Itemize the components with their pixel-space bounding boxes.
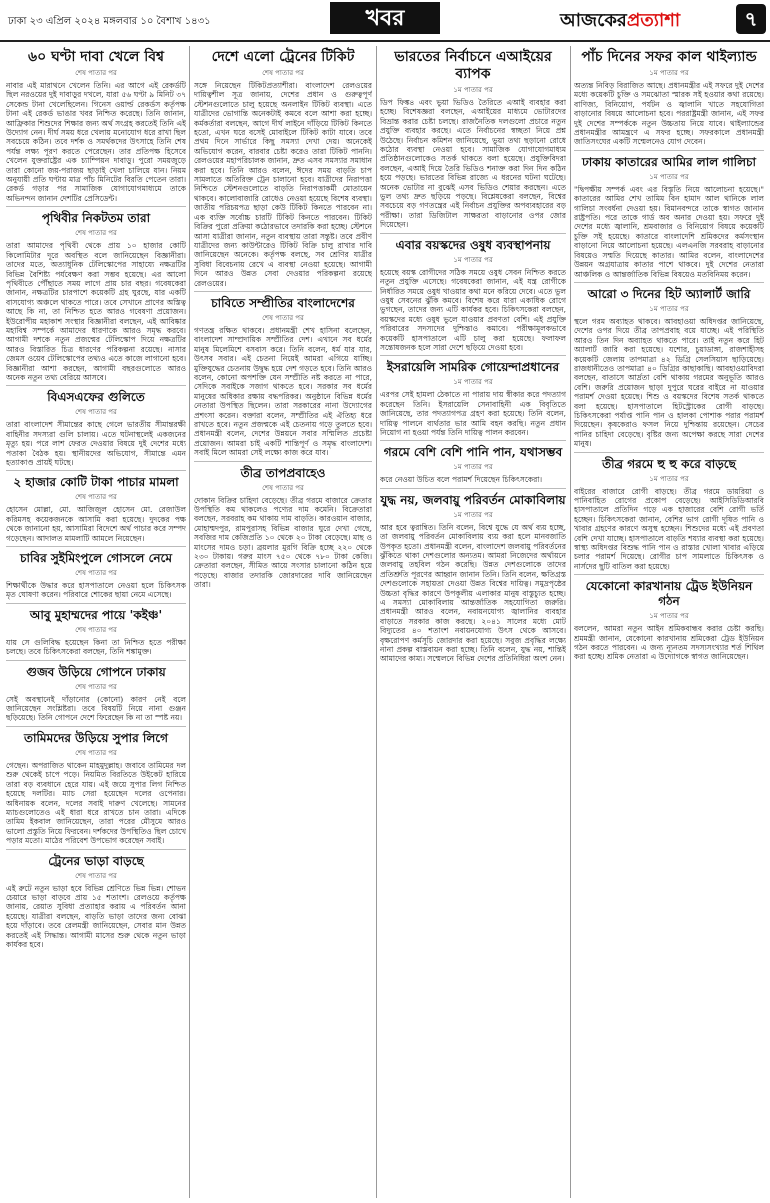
news-article bbox=[574, 457, 764, 576]
column-rule bbox=[189, 46, 190, 1198]
news-article bbox=[6, 551, 186, 604]
news-article bbox=[6, 211, 186, 386]
article-headline: যুদ্ধ নয়, জলবায়ু পরিবর্তন মোকাবিলায় bbox=[380, 492, 566, 507]
continuation-note: শেষ পাতার পর bbox=[75, 69, 117, 77]
article-headline: তীব্র গরমে হু হু করে বাড়ছে bbox=[602, 456, 736, 471]
news-article bbox=[6, 608, 186, 661]
article-headline: গুজব উড়িয়ে গোপনে ঢাকায় bbox=[26, 664, 166, 679]
news-article bbox=[6, 390, 186, 471]
article-body: সঙ্গে নিয়েছেন টিকিটপ্রত্যাশীরা। বাংলাদেশ রেলওয়ের দায়িত্বশীল সূত্র জানায়, দেশের প্রধান ও গুরুত্বপূর্ণ স্টেশনগুলোতে চালু হয়েছে অনলাইন টিকিট ব্যবস্থা। এতে যাত্রীদের ভোগান্তি অনেকটাই কমবে বলে আশা করা হচ্ছে। কর্মকর্তারা বলছেন, আগে দীর্ঘ লাইনে দাঁড়িয়ে টিকিট কিনতে হতো, এখন ঘরে বসেই মোবাইলে টিকিট কাটা যাবে। তবে প্রথম দিনে সার্ভারে কিছু সমস্যা দেখা দেয়। অনেকেই অভিযোগ করেন, বারবার চেষ্টা করেও তারা টিকিট পাননি। রেলওয়ের মহাপরিচালক জানান, দ্রুত এসব সমস্যার সমাধান করা হবে। তিনি আরও বলেন, ঈদের সময় বাড়তি চাপ সামলাতে অতিরিক্ত ট্রেন চালানো হবে। যাত্রীদের নিরাপত্তা নিশ্চিতে স্টেশনগুলোতে বাড়তি নিরাপত্তাকর্মী মোতায়েন থাকবে। কালোবাজারি রোধেও নেওয়া হয়েছে বিশেষ ব্যবস্থা। জাতীয় পরিচয়পত্র ছাড়া কেউ টিকিট কিনতে পারবেন না। এক ব্যক্তি সর্বোচ্চ চারটি টিকিট কিনতে পারবেন। টিকিট বিক্রির পুরো প্রক্রিয়া কঠোরভাবে তদারকি করা হচ্ছে। স্টেশনে আসা যাত্রীরা জানান, নতুন ব্যবস্থায় তারা সন্তুষ্ট। তবে প্রবীণ যাত্রীদের জন্য কাউন্টারেও টিকিট বিক্রি চালু রাখার দাবি জানিয়েছেন অনেকে। কর্তৃপক্ষ বলছে, সব শ্রেণির যাত্রীর সুবিধা বিবেচনায় রেখে এ ব্যবস্থা নেওয়া হয়েছে। আগামী দিনে আরও উন্নত সেবা দেওয়ার পরিকল্পনা রয়েছে রেলওয়ের। bbox=[194, 81, 372, 288]
article-body: ডিপ ফিঙ্ক৪ এবং ভুয়া ভিডিও তৈরিতে এআই ব্যবহার করা হচ্ছে। বিশেষজ্ঞরা বলছেন, এআইয়ের মাধ্যমে ভোটারদের বিভ্রান্ত করার চেষ্টা চলছে। রাজনৈতিক দলগুলো প্রচারে নতুন প্রযুক্তি ব্যবহার করছে। এতে নির্বাচনের স্বচ্ছতা নিয়ে প্রশ্ন উঠেছে। নির্বাচন কমিশন জানিয়েছে, ভুয়া তথ্য ছড়ানো রোধে কঠোর ব্যবস্থা নেওয়া হবে। সামাজিক যোগাযোগমাধ্যম প্রতিষ্ঠানগুলোকেও সতর্ক থাকতে বলা হয়েছে। প্রযুক্তিবিদরা বলছেন, এআই দিয়ে তৈরি ভিডিও শনাক্ত করা দিন দিন কঠিন হয়ে পড়ছে। ভারতের বিভিন্ন রাজ্যে এ ধরনের ঘটনা ঘটেছে। অনেক ভোটার না বুঝেই এসব ভিডিও শেয়ার করছেন। এতে ভুল তথ্য দ্রুত ছড়িয়ে পড়ছে। বিশ্লেষকেরা বলছেন, বিশ্বের সবচেয়ে বড় গণতন্ত্রের এই নির্বাচন প্রযুক্তির অপব্যবহারের বড় পরীক্ষা। তারা ডিজিটাল সাক্ষরতা বাড়ানোর ওপর জোর দিয়েছেন। bbox=[380, 98, 566, 230]
news-article bbox=[6, 854, 186, 953]
news-article bbox=[380, 493, 566, 667]
news-article bbox=[6, 49, 186, 207]
column-rule bbox=[376, 46, 377, 1198]
continuation-note: ১ম পাতার পর bbox=[649, 172, 689, 181]
news-article bbox=[574, 287, 764, 453]
article-body: শিক্ষার্থীকে উদ্ধার করে হাসপাতালে নেওয়া হলে চিকিৎসক মৃত ঘোষণা করেন। পরিবারে শোকের ছায়া নেমে এসেছে। bbox=[6, 581, 186, 600]
continuation-note: শেষ পাতার পর bbox=[75, 493, 117, 502]
continuation-note: ১ম পাতার পর bbox=[649, 69, 689, 77]
article-body: "দ্বিপক্ষীয় সম্পর্ক এবং এর বিস্তৃতি নিয়ে আলোচনা হয়েছে।" কাতারের আমির শেখ তামিম বিন হামাদ আল থানিকে লাল গালিচা সংবর্ধনা দেওয়া হয়। বিমানবন্দরে তাকে স্বাগত জানান রাষ্ট্রপতি। পরে তাকে গার্ড অব অনার দেওয়া হয়। সফরে দুই দেশের মধ্যে জ্বালানি, শ্রমবাজার ও বিনিয়োগ বিষয়ে কয়েকটি চুক্তি সই হয়েছে। কাতারে বাংলাদেশি শ্রমিকদের কর্মসংস্থান বাড়ানো নিয়ে আলোচনা হয়েছে। এলএনজি সরবরাহ বাড়ানোর বিষয়েও সম্মতি দিয়েছে কাতার। আমির বলেন, বাংলাদেশের উন্নয়ন অগ্রযাত্রায় কাতার পাশে থাকবে। দুই দেশের নেতারা আঞ্চলিক ও আন্তর্জাতিক বিভিন্ন বিষয়েও মতবিনিময় করেন। bbox=[574, 184, 764, 279]
column-2 bbox=[194, 46, 372, 1198]
article-headline: চাবিতে সম্প্রীতির বাংলাদেশের bbox=[211, 295, 355, 310]
article-headline: যেকোনো কারখানায় ট্রেড ইউনিয়ন গঠন bbox=[585, 579, 753, 609]
article-headline: ৬০ ঘণ্টা দাবা খেলে বিশ্ব bbox=[27, 49, 164, 65]
continuation-note: শেষ পাতার পর bbox=[75, 408, 117, 417]
masthead bbox=[0, 0, 770, 42]
continuation-note: শেষ পাতার পর bbox=[75, 569, 117, 578]
logo-word-black: আজকের bbox=[560, 10, 627, 31]
continuation-note: ১ম পাতার পর bbox=[649, 304, 689, 313]
news-article bbox=[574, 155, 764, 283]
article-body: হোসেন মোল্লা, মো. আজিজুল হোসেন মো. রেজাউল করিমসহ কয়েকজনকে আসামি করা হয়েছে। দুদকের পক্ষ থেকে জানানো হয়, আসামিরা বিদেশে অর্থ পাচার করে সম্পদ গড়েছেন। আদালত মামলাটি আমলে নিয়েছেন। bbox=[6, 505, 186, 543]
news-article bbox=[194, 296, 372, 462]
article-body: দোকান বিক্রির চাহিদা বেড়েছে। তীব্র গরমে বাজারে ক্রেতার উপস্থিতি কম থাকলেও পণ্যের দাম কমেনি। বিক্রেতারা বলছেন, সরবরাহ কম থাকায় দাম বাড়তি। কারওয়ান বাজার, মোহাম্মদপুর, রামপুরাসহ বিভিন্ন বাজার ঘুরে দেখা গেছে, সবজির দাম কেজিপ্রতি ১০ থেকে ২০ টাকা বেড়েছে। মাছ ও মাংসের দামও চড়া। ব্রয়লার মুরগি বিক্রি হচ্ছে ২২০ থেকে ২৩০ টাকায়। গরুর মাংস ৭৫০ থেকে ৭৮০ টাকা কেজি। ক্রেতারা বলছেন, সীমিত আয়ে সংসার চালানো কঠিন হয়ে পড়েছে। বাজার তদারকি জোরদারের দাবি জানিয়েছেন তারা। bbox=[194, 495, 372, 590]
continuation-note: শেষ পাতার পর bbox=[75, 871, 117, 880]
continuation-note: শেষ পাতার পর bbox=[262, 313, 304, 322]
continuation-note: শেষ পাতার পর bbox=[262, 483, 304, 492]
article-body: গেছেন। অপরাজিত থাকেন মাহমুদুল্লাহ। জবাবে তামিমের দল শুরু থেকেই চাপে পড়ে। নিয়মিত বিরতিতে উইকেট হারিয়ে তারা বড় ব্যবধানে হেরে যায়। এই জয়ে সুপার লিগ নিশ্চিত হয়েছে দলটির। ম্যাচ সেরা হয়েছেন দলের ওপেনার। অধিনায়ক বলেন, দলের সবাই দারুণ খেলেছে। সামনের ম্যাচগুলোতেও এই ধারা ধরে রাখতে চান তারা। এদিকে তামিম ইকবাল জানিয়েছেন, তারা পরের মৌসুমে আরও ভালো প্রস্তুতি নিয়ে ফিরবেন। দর্শকদের উপস্থিতিও ছিল চোখে পড়ার মতো। মাঠের পরিবেশ উপভোগ করেছেন সবাই। bbox=[6, 760, 186, 846]
continuation-note: শেষ পাতার পর bbox=[75, 748, 117, 757]
page-number: ৭ bbox=[736, 4, 766, 34]
news-article bbox=[574, 579, 764, 665]
continuation-note: ১ম পাতার পর bbox=[453, 86, 493, 94]
article-body: বললেন, আমরা নতুন আইন শ্রমিকবান্ধব করার চেষ্টা করছি। শ্রমমন্ত্রী জানান, যেকোনো কারখানায় শ্রমিকেরা ট্রেড ইউনিয়ন গঠন করতে পারবেন। এ জন্য ন্যূনতম সদস্যসংখ্যার শর্ত শিথিল করা হচ্ছে। শ্রমিক নেতারা এ উদ্যোগকে স্বাগত জানিয়েছেন। bbox=[574, 624, 764, 662]
news-article bbox=[380, 445, 566, 488]
news-article bbox=[380, 49, 566, 234]
news-article bbox=[6, 475, 186, 547]
article-body: হয়েছে বয়স্ক রোগীদের সঠিক সময়ে ওষুধ সেবন নিশ্চিত করতে নতুন প্রযুক্তি এসেছে। গবেষকেরা জানান, এই যন্ত্র রোগীকে নির্ধারিত সময়ে ওষুধ খাওয়ার কথা মনে করিয়ে দেবে। এতে ভুল ওষুধ সেবনের ঝুঁকি কমবে। বিশেষ করে যারা একাধিক রোগে ভুগছেন, তাদের জন্য এটি কার্যকর হবে। চিকিৎসকেরা বলছেন, বয়স্কদের মধ্যে ওষুধ ভুলে যাওয়ার প্রবণতা বেশি। এই প্রযুক্তি পরিবারের সদস্যদের দুশ্চিন্তাও কমাবে। পরীক্ষামূলকভাবে কয়েকটি হাসপাতালে এটি চালু করা হয়েছে। ফলাফল সন্তোষজনক হলে সারা দেশে ছড়িয়ে দেওয়া হবে। bbox=[380, 267, 566, 352]
edition-date: ঢাকা ২৩ এপ্রিল ২০২৪ মঙ্গলবার ১০ বৈশাখ ১৪৩১ bbox=[8, 16, 211, 27]
article-body: গণতন্ত্র রক্ষিত থাকবে। প্রধানমন্ত্রী শেখ হাসিনা বলেছেন, বাংলাদেশ সাম্প্রদায়িক সম্প্রীতির দেশ। এখানে সব ধর্মের মানুষ মিলেমিশে বসবাস করে। তিনি বলেন, ধর্ম যার যার, উৎসব সবার। এই চেতনা নিয়েই আমরা এগিয়ে যাচ্ছি। মুক্তিযুদ্ধের চেতনায় উদ্বুদ্ধ হয়ে দেশ গড়তে হবে। তিনি আরও বলেন, কোনো অপশক্তি যেন সম্প্রীতি নষ্ট করতে না পারে, সেদিকে সবাইকে সজাগ থাকতে হবে। সরকার সব ধর্মের মানুষের অধিকার রক্ষায় বদ্ধপরিকর। অনুষ্ঠানে বিভিন্ন ধর্মের নেতারা উপস্থিত ছিলেন। তারা সরকারের নানা উদ্যোগের প্রশংসা করেন। বক্তারা বলেন, সম্প্রীতির এই ঐতিহ্য ধরে রাখতে হবে। নতুন প্রজন্মকে এই চেতনায় গড়ে তুলতে হবে। প্রধানমন্ত্রী বলেন, দেশের উন্নয়নে সবার সম্মিলিত প্রচেষ্টা প্রয়োজন। আমরা চাই একটি শান্তিপূর্ণ ও সমৃদ্ধ বাংলাদেশ। সবাই মিলে আমরা সেই লক্ষ্যে কাজ করে যাব। bbox=[194, 325, 372, 458]
article-headline: তামিমদের উড়িয়ে সুপার লিগে bbox=[24, 730, 168, 745]
continuation-note: শেষ পাতার পর bbox=[75, 625, 117, 634]
article-body: যায় সে গুলিবিদ্ধ হয়েছেন কিনা তা নিশ্চিত হতে পরীক্ষা চলছে। তবে চিকিৎসকেরা বলছেন, তিনি শঙ্কামুক্ত। bbox=[6, 637, 186, 657]
article-headline: ট্রেনের ভাড়া বাড়ছে bbox=[48, 853, 144, 868]
article-body: এরপর সেই হামলা ঠেকাতে না পারায় দায় স্বীকার করে পদত্যাগ করেছেন তিনি। ইসরায়েলি সেনাবাহিনী এক বিবৃতিতে জানিয়েছে, তার পদত্যাগপত্র গ্রহণ করা হয়েছে। তিনি বলেন, দায়িত্ব পালনে ব্যর্থতার ভার আমি বহন করছি। নতুন প্রধান নিয়োগ না হওয়া পর্যন্ত তিনি দায়িত্ব পালন করবেন। bbox=[380, 390, 566, 437]
article-headline: বিএসএফের গুলিতে bbox=[47, 390, 145, 405]
article-body: বাইরের বাজারে রোগী বাড়ছে। তীব্র গরমে ডায়রিয়া ও পানিবাহিত রোগের প্রকোপ বেড়েছে। আইসিডিডিআরবি হাসপাতালে প্রতিদিন গড়ে এক হাজারের বেশি রোগী ভর্তি হচ্ছেন। চিকিৎসকেরা জানান, বেশির ভাগ রোগী দূষিত পানি ও খাবার গ্রহণের কারণে অসুস্থ হচ্ছেন। শিশুদের মধ্যে এই প্রবণতা বেশি দেখা যাচ্ছে। হাসপাতালে বাড়তি শয্যার ব্যবস্থা করা হয়েছে। স্বাস্থ্য অধিদপ্তর বিশুদ্ধ পানি পান ও রাস্তার খোলা খাবার এড়িয়ে চলার পরামর্শ দিয়েছে। রোগীর চাপ সামলাতে চিকিৎসক ও নার্সদের ছুটি বাতিল করা হয়েছে। bbox=[574, 486, 764, 571]
article-body: সেই অবস্থানেই দাঁড়ানোর (কোনো) কারণ নেই বলে জানিয়েছেন সংশ্লিষ্টরা। তবে বিষয়টি নিয়ে নানা গুঞ্জন ছড়িয়েছে। তিনি গোপনে দেশে ফিরেছেন কি না তা স্পষ্ট নয়। bbox=[6, 694, 186, 723]
article-body: করে নেওয়া উচিত বলে পরামর্শ দিয়েছেন চিকিৎসকেরা। bbox=[380, 475, 543, 485]
news-article bbox=[6, 665, 186, 727]
article-headline: ২ হাজার কোটি টাকা পাচার মামলা bbox=[13, 475, 179, 490]
newspaper-logo bbox=[560, 6, 680, 37]
article-headline: গরমে বেশি বেশি পানি পান, যথাসম্ভব bbox=[383, 445, 563, 460]
article-headline: চাবির সুইমিংপুলে গোসলে নেমে bbox=[20, 551, 172, 566]
news-article bbox=[194, 49, 372, 292]
article-headline: দেশে এলো ট্রেনের টিকিট bbox=[211, 49, 355, 65]
continuation-note: শেষ পাতার পর bbox=[75, 682, 117, 691]
column-1 bbox=[6, 46, 186, 1198]
news-article bbox=[574, 49, 764, 151]
article-body: আর হবে ত্বরান্বিত। তিনি বলেন, বিশ্বে যুদ্ধে যে অর্থ ব্যয় হচ্ছে, তা জলবায়ু পরিবর্তন মোকাবিলায় ব্যয় করা হলে মানবজাতি উপকৃত হতো। প্রধানমন্ত্রী বলেন, বাংলাদেশ জলবায়ু পরিবর্তনের ঝুঁকিতে থাকা দেশগুলোর অন্যতম। আমরা নিজেদের অর্থায়নে জলবায়ু তহবিল গঠন করেছি। উন্নত দেশগুলোকে তাদের প্রতিশ্রুতি পূরণের আহ্বান জানান তিনি। তিনি বলেন, ক্ষতিগ্রস্ত দেশগুলোকে সহায়তা দেওয়া উন্নত বিশ্বের দায়িত্ব। সমুদ্রপৃষ্ঠের উচ্চতা বৃদ্ধির কারণে উপকূলীয় এলাকার মানুষ বাস্তুচ্যুত হচ্ছে। এ সমস্যা মোকাবিলায় আন্তর্জাতিক সহযোগিতা জরুরি। প্রধানমন্ত্রী আরও বলেন, নবায়নযোগ্য জ্বালানির ব্যবহার বাড়াতে সরকার কাজ করছে। ২০৪১ সালের মধ্যে মোট বিদ্যুতের ৪০ শতাংশ নবায়নযোগ্য উৎস থেকে আসবে। বৃক্ষরোপণ কর্মসূচি জোরদার করা হয়েছে। সবুজ প্রবৃদ্ধির লক্ষ্যে নানা প্রকল্প বাস্তবায়ন করা হচ্ছে। তিনি বলেন, যুদ্ধ নয়, শান্তিই আমাদের কাম্য। সম্মেলনে বিভিন্ন দেশের প্রতিনিধিরা অংশ নেন। bbox=[380, 522, 566, 664]
news-article bbox=[380, 238, 566, 357]
article-headline: এবার বয়স্কদের ওষুধ ব্যবস্থাপনায় bbox=[395, 237, 551, 252]
news-article bbox=[6, 731, 186, 850]
article-headline: আরো ৩ দিনের হিট অ্যালার্ট জারি bbox=[587, 286, 751, 301]
article-headline: ইসরায়েলি সামরিক গোয়েন্দাপ্রধানের bbox=[386, 360, 560, 375]
article-body: তারা আমাদের পৃথিবী থেকে প্রায় ১০ হাজার কোটি কিলোমিটার দূরে অবস্থিত বলে জানিয়েছেন বিজ্ঞানীরা। তাদের মতে, অত্যাধুনিক টেলিস্কোপের সাহায্যে নক্ষত্রটির বিভিন্ন বৈশিষ্ট্য পর্যবেক্ষণ করা সম্ভব হয়েছে। এর আলো পৃথিবীতে পৌঁছাতে সময় লাগে প্রায় চার বছর। গবেষকেরা জানান, নক্ষত্রটির চারপাশে কয়েকটি গ্রহ ঘুরছে, যার একটি বাসযোগ্য অঞ্চলে থাকতে পারে। তবে সেখানে প্রাণের অস্তিত্ব আছে কি না, তা নিশ্চিত হতে আরও গবেষণা প্রয়োজন। ইউরোপীয় মহাকাশ সংস্থার বিজ্ঞানীরা বলছেন, এই আবিষ্কার মহাবিশ্ব সম্পর্কে আমাদের ধারণাকে আরও সমৃদ্ধ করবে। আগামী দশকে নতুন প্রজন্মের টেলিস্কোপ দিয়ে নক্ষত্রটির আরও বিস্তারিত চিত্র ধারণের পরিকল্পনা রয়েছে। নাসার জেমস ওয়েব টেলিস্কোপের তথ্যও এতে কাজে লাগানো হবে। বিজ্ঞানীরা আশা করছেন, আগামী বছরগুলোতে আরও অনেক নতুন তথ্য বেরিয়ে আসবে। bbox=[6, 241, 186, 382]
section-title: খবর bbox=[330, 2, 440, 34]
article-headline: আবু মুহাম্মদের পায়ে 'কইঞ্চ' bbox=[29, 607, 163, 622]
article-headline: তীব্র তাপপ্রবাহেও bbox=[240, 465, 326, 480]
article-headline: ভারতের নির্বাচনে এআইয়ের ব্যাপক bbox=[394, 49, 552, 82]
continuation-note: ১ম পাতার পর bbox=[453, 510, 493, 519]
continuation-note: ১ম পাতার পর bbox=[649, 612, 689, 621]
continuation-note: শেষ পাতার পর bbox=[262, 69, 304, 77]
article-body: নাবার এই মারাথনে খেলেন তিনি। এর আগে এই রেকর্ডটি ছিল নরওয়ের দুই দাবাড়ুর দখলে, যারা ৫৬ ঘণ্টা ৯ মিনিট ৩৭ সেকেন্ড টানা খেলেছিলেন। গিনেস ওয়ার্ল্ড রেকর্ডস কর্তৃপক্ষ টানা এই রেকর্ড ভাঙার খবর নিশ্চিত করেছে। তিনি জানান, আফ্রিকার শিশুদের শিক্ষার জন্য অর্থ সংগ্রহ করতেই তিনি এই উদ্যোগ নেন। দীর্ঘ সময় ধরে খেলায় মনোযোগ ধরে রাখা ছিল সবচেয়ে কঠিন। তবে দর্শক ও সমর্থকদের উৎসাহে তিনি শেষ পর্যন্ত লক্ষ্য পূরণ করতে পেরেছেন। তার প্রতিপক্ষ হিসেবে খেলেন যুক্তরাষ্ট্রের এক চ্যাম্পিয়ন দাবাড়ু। পুরো সময়জুড়ে তারা কোনো জয়-পরাজয় ছাড়াই খেলা চালিয়ে যান। নিয়ম অনুযায়ী প্রতি ঘণ্টায় মাত্র পাঁচ মিনিটের বিরতি পেতেন তারা। রেকর্ড গড়ার পর সামাজিক যোগাযোগমাধ্যমে তাকে অভিনন্দন জানান দেশটির প্রেসিডেন্ট। bbox=[6, 81, 186, 203]
article-headline: পৃথিবীর নিকটতম তারা bbox=[41, 211, 151, 226]
article-body: স্থলে গরম অব্যাহত থাকবে। আবহাওয়া অধিদপ্তর জানিয়েছে, দেশের ওপর দিয়ে তীব্র তাপপ্রবাহ বয়ে যাচ্ছে। এই পরিস্থিতি আরও তিন দিন অব্যাহত থাকতে পারে। তাই নতুন করে হিট অ্যালার্ট জারি করা হয়েছে। যশোর, চুয়াডাঙ্গা, রাজশাহীসহ কয়েকটি জেলায় তাপমাত্রা ৪২ ডিগ্রি সেলসিয়াস ছাড়িয়েছে। রাজধানীতেও তাপমাত্রা ৪০ ডিগ্রির কাছাকাছি। আবহাওয়াবিদরা বলছেন, বাতাসে আর্দ্রতা বেশি থাকায় গরমের অনুভূতি আরও বেশি। জরুরি প্রয়োজন ছাড়া দুপুরে ঘরের বাইরে না যাওয়ার পরামর্শ দেওয়া হয়েছে। শিশু ও বয়স্কদের বিশেষ সতর্ক থাকতে বলা হয়েছে। হাসপাতালে হিটস্ট্রোকের রোগী বাড়ছে। চিকিৎসকেরা পর্যাপ্ত পানি পান ও হালকা পোশাক পরার পরামর্শ দিয়েছেন। কৃষকেরাও ফসল নিয়ে দুশ্চিন্তায় রয়েছেন। সেচের পানির চাহিদা বেড়েছে। বৃষ্টির জন্য অপেক্ষা করছে সারা দেশের মানুষ। bbox=[574, 316, 764, 449]
column-4 bbox=[574, 46, 764, 1198]
article-headline: পাঁচ দিনের সফর কাল থাইল্যান্ড bbox=[581, 49, 757, 65]
article-body: তারা বাংলাদেশ সীমান্তের কাছে গেলে ভারতীয় সীমান্তরক্ষী বাহিনীর সদস্যরা গুলি চালায়। এতে ঘটনাস্থলেই একজনের মৃত্যু হয়। পরে লাশ ফেরত দেওয়ার বিষয়ে দুই দেশের মধ্যে পতাকা বৈঠক হয়। স্থানীয়দের অভিযোগ, সীমান্তে এমন হত্যাকাণ্ড প্রায়ই ঘটছে। bbox=[6, 420, 186, 467]
article-headline: ঢাকায় কাতারের আমির লাল গালিচা bbox=[581, 154, 757, 169]
article-body: অত্যন্ত নিবিড় বিরাজিত আছে। প্রধানমন্ত্রীর এই সফরে দুই দেশের মধ্যে কয়েকটি চুক্তি ও সমঝোতা স্মারক সই হওয়ার কথা রয়েছে। বাণিজ্য, বিনিয়োগ, পর্যটন ও জ্বালানি খাতে সহযোগিতা বাড়ানোর বিষয়ে আলোচনা হবে। পররাষ্ট্রমন্ত্রী জানান, এই সফর দুই দেশের সম্পর্ককে নতুন উচ্চতায় নিয়ে যাবে। থাইল্যান্ডের প্রধানমন্ত্রীর আমন্ত্রণে এ সফর হচ্ছে। সফরকালে প্রধানমন্ত্রী জাতিসংঘের একটি সম্মেলনেও যোগ দেবেন। bbox=[574, 81, 764, 147]
news-article bbox=[380, 360, 566, 441]
column-rule bbox=[570, 46, 571, 1198]
continuation-note: শেষ পাতার পর bbox=[75, 229, 117, 238]
logo-word-red: প্রত্যাশা bbox=[626, 10, 681, 31]
column-3 bbox=[380, 46, 566, 1198]
continuation-note: ১ম পাতার পর bbox=[453, 255, 493, 264]
continuation-note: ১ম পাতার পর bbox=[453, 378, 493, 387]
article-body: এই রুটে নতুন ভাড়া হবে বিভিন্ন শ্রেণিতে ভিন্ন ভিন্ন। শোভন চেয়ারে ভাড়া বাড়বে প্রায় ১৫ শতাংশ। রেলওয়ে কর্তৃপক্ষ জানায়, রেয়াত সুবিধা প্রত্যাহার করায় এ পরিবর্তন আনা হয়েছে। যাত্রীরা বলছেন, বাড়তি ভাড়া তাদের জন্য বোঝা হয়ে দাঁড়াবে। তবে রেলমন্ত্রী জানিয়েছেন, সেবার মান উন্নত করতেই এই সিদ্ধান্ত। আগামী মাসের শুরু থেকে নতুন ভাড়া কার্যকর হবে। bbox=[6, 883, 186, 949]
news-article bbox=[194, 466, 372, 593]
continuation-note: ১ম পাতার পর bbox=[649, 474, 689, 483]
continuation-note: ১ম পাতার পর bbox=[453, 463, 493, 472]
